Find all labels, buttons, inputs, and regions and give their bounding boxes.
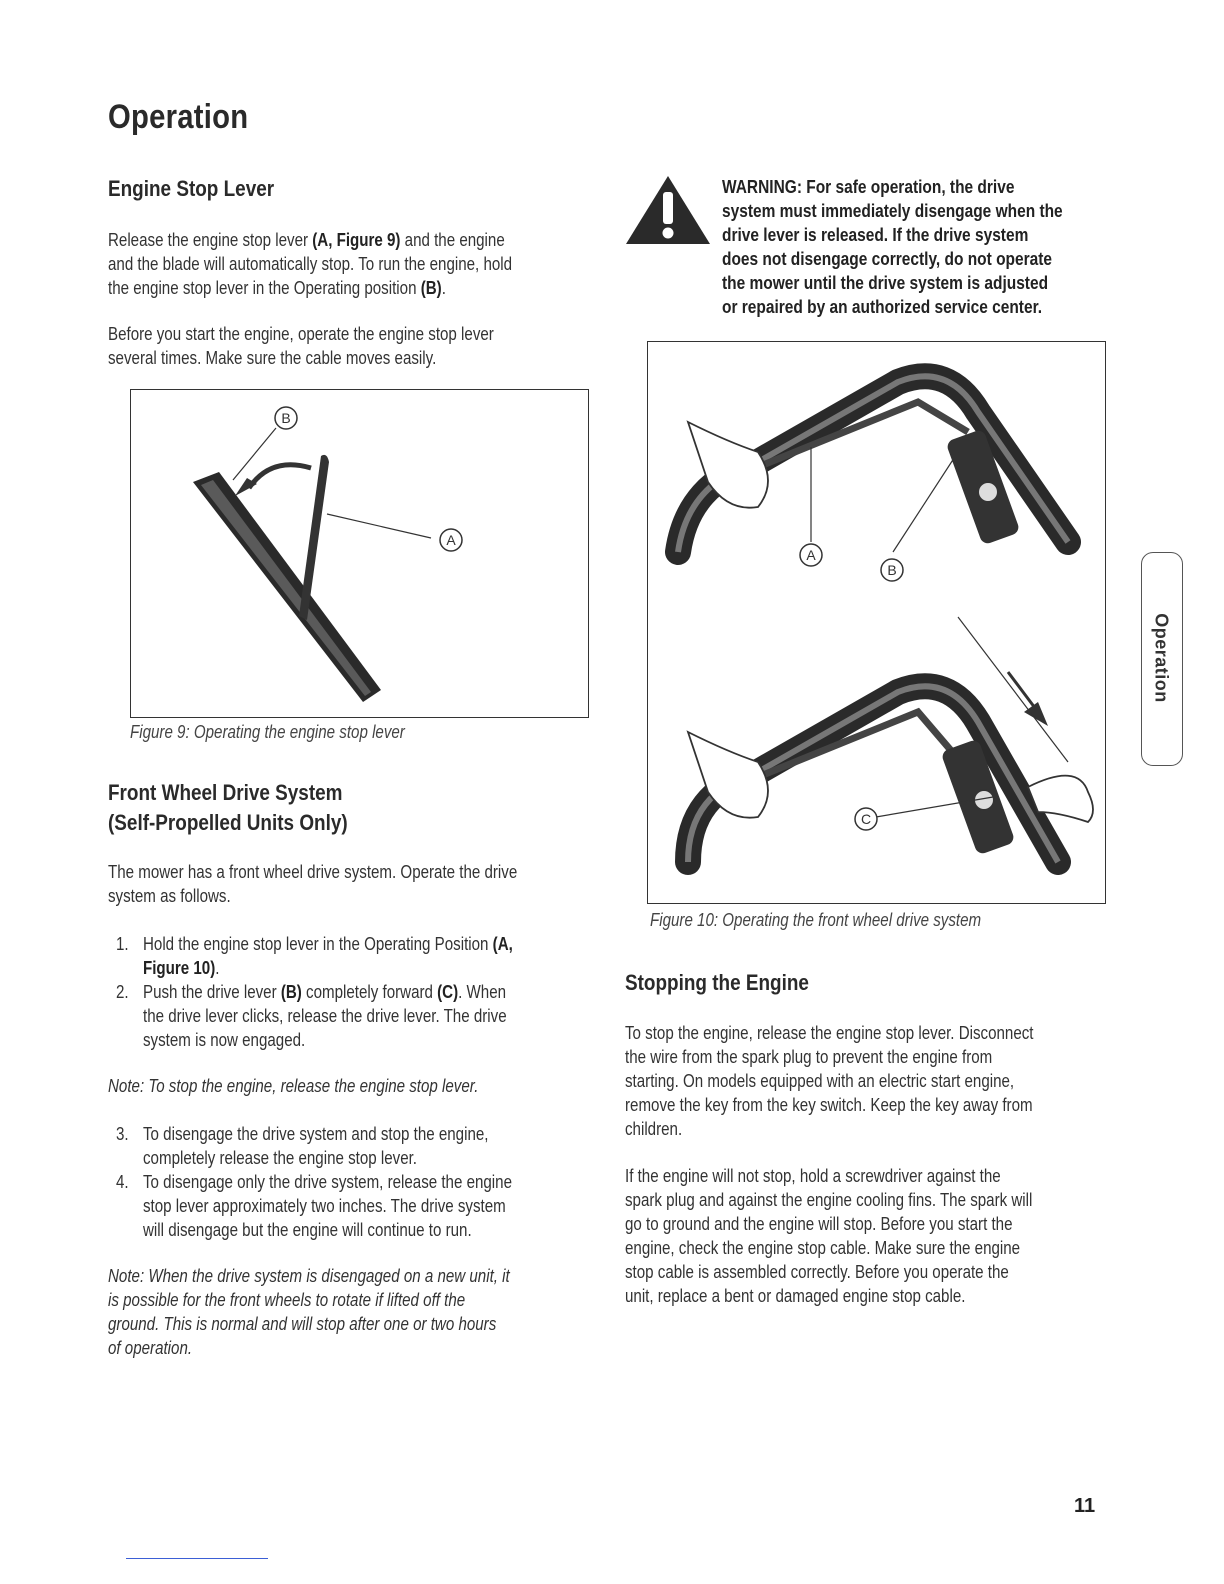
text-line: the wire from the spark plug to prevent the engine from <box>625 1047 993 1067</box>
text-line: go to ground and the engine will stop. Before you start the <box>625 1214 1013 1234</box>
text-line: Push the drive lever (B) completely forward (C). When <box>143 982 507 1002</box>
figure-9-caption: Figure 9: Operating the engine stop lever <box>130 722 405 742</box>
text-line: Hold the engine stop lever in the Operating Position (A, <box>143 934 513 954</box>
note-stop-engine: Note: To stop the engine, release the engine stop lever. <box>108 1076 479 1096</box>
callout-a-label: A <box>806 547 816 563</box>
text-line: To stop the engine, release the engine stop lever. Disconnect <box>625 1023 1034 1043</box>
section-side-tab-label: Operation <box>1151 613 1172 703</box>
text-line: ground. This is normal and will stop after one or two hours <box>108 1314 497 1334</box>
text-line: the drive lever clicks, release the drive lever. The drive <box>143 1006 507 1026</box>
text-line: Before you start the engine, operate the engine stop lever <box>108 324 494 344</box>
text-line: To disengage the drive system and stop the engine, <box>143 1124 489 1144</box>
text-line: remove the key from the key switch. Keep the key away from <box>625 1095 1033 1115</box>
text-line: system as follows. <box>108 886 231 906</box>
callout-a-label: A <box>446 532 456 548</box>
stop-lever <box>299 455 329 620</box>
text-line: will disengage but the engine will continue to run. <box>143 1220 472 1240</box>
text-line: Figure 10). <box>143 958 220 978</box>
page-number: 11 <box>1074 1495 1096 1517</box>
text-line: Release the engine stop lever (A, Figure 9) and the engine <box>108 230 505 250</box>
text-line: of operation. <box>108 1338 193 1358</box>
footer-rule <box>126 1558 268 1559</box>
text-line: system is now engaged. <box>143 1030 306 1050</box>
text-line: Note: When the drive system is disengaged on a new unit, it <box>108 1266 510 1286</box>
text-line: unit, replace a bent or damaged engine stop cable. <box>625 1286 966 1306</box>
text-line: stop cable is assembled correctly. Before you operate the <box>625 1262 1009 1282</box>
text-line: To disengage only the drive system, release the engine <box>143 1172 512 1192</box>
engine-stop-lever-illustration <box>131 390 588 717</box>
text-line: starting. On models equipped with an electric start engine, <box>625 1071 1015 1091</box>
step-number: 3. <box>116 1124 129 1144</box>
page-title: Operation <box>108 98 249 136</box>
warning-message: WARNING: For safe operation, the drive system must immediately disengage when the drive lever is released. If the drive system does not disengage correctly, do not operate the mower until the drive system is adjusted or repaired by an authorized service center. <box>722 177 1063 317</box>
warning-icon <box>624 174 712 246</box>
text-line: If the engine will not stop, hold a screwdriver against the <box>625 1166 1001 1186</box>
text-line: completely release the engine stop lever. <box>143 1148 418 1168</box>
front-wheel-drive-heading-line-2: (Self-Propelled Units Only) <box>108 810 348 835</box>
figure-9 <box>130 389 589 718</box>
stopping-engine-heading: Stopping the Engine <box>625 970 809 995</box>
text-line: and the blade will automatically stop. To run the engine, hold <box>108 254 513 274</box>
callout-b-label: B <box>887 562 897 578</box>
callout-c-label: C <box>860 811 872 827</box>
drive-system-illustration <box>648 342 1105 903</box>
text-line: children. <box>625 1119 683 1139</box>
front-wheel-drive-heading-line-1: Front Wheel Drive System <box>108 780 343 805</box>
figure-10-caption: Figure 10: Operating the front wheel drive system <box>650 910 982 930</box>
text-line: stop lever approximately two inches. The drive system <box>143 1196 506 1216</box>
figure-10 <box>647 341 1106 904</box>
text-line: spark plug and against the engine cooling fins. The spark will <box>625 1190 1033 1210</box>
engine-stop-lever-heading: Engine Stop Lever <box>108 176 275 201</box>
callout-b-label: B <box>281 410 291 426</box>
step-number: 2. <box>116 982 129 1002</box>
text-line: the engine stop lever in the Operating position (B). <box>108 278 446 298</box>
text-line: The mower has a front wheel drive system. Operate the drive <box>108 862 518 882</box>
text-line: several times. Make sure the cable moves easily. <box>108 348 437 368</box>
text-line: engine, check the engine stop cable. Make sure the engine <box>625 1238 1021 1258</box>
text-line: is possible for the front wheels to rotate if lifted off the <box>108 1290 466 1310</box>
step-number: 1. <box>116 934 129 954</box>
step-number: 4. <box>116 1172 129 1192</box>
